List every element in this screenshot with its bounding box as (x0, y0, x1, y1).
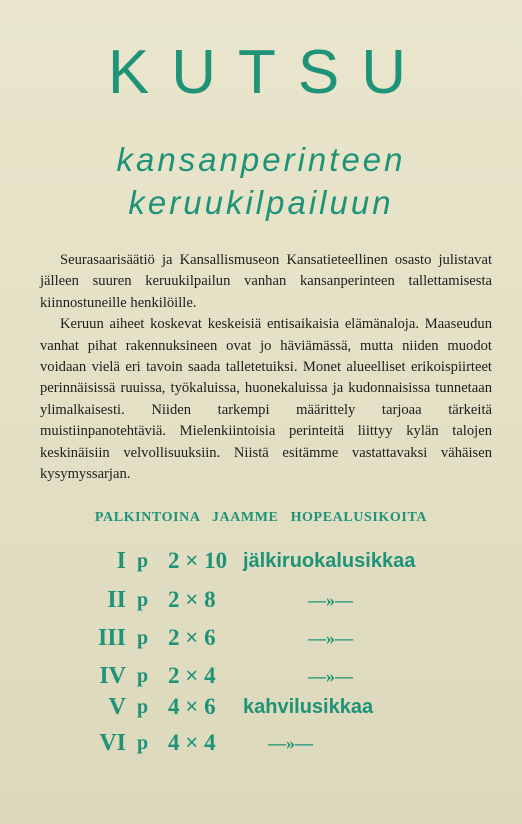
body-text (40, 250, 492, 485)
page-title: KUTSU (107, 38, 429, 107)
prize-row (0, 618, 522, 658)
prize-item: jälkiruokalusikkaa (243, 550, 416, 572)
prize-item-ditto: —»— (308, 590, 353, 610)
prize-rank: V (108, 694, 126, 720)
prize-row (0, 580, 522, 620)
paragraph-1: Seurasaarisäätiö ja Kansallismuseon Kansatieteellinen osasto julistavat jälleen suuren keruukilpailun vanhan kansanperinteen tallettamisesta kiinnostuneille henkilöille. (40, 252, 492, 311)
prize-p: p (137, 732, 149, 754)
prize-item-ditto: —»— (308, 628, 353, 648)
subtitle-line-1: kansanperinteen (116, 141, 406, 178)
prize-quantity: 2 × 4 (168, 663, 216, 688)
prize-rank: IV (99, 663, 126, 689)
prize-p: p (137, 665, 149, 687)
prize-p: p (137, 550, 149, 572)
prize-rank: II (107, 587, 126, 613)
prize-rank: III (97, 625, 126, 651)
prize-p: p (137, 589, 149, 611)
prize-rank: I (116, 548, 126, 574)
prize-row (0, 541, 522, 581)
prize-quantity: 2 × 8 (168, 587, 216, 612)
paragraph-2: Keruun aiheet koskevat keskeisiä entisaikaisia elämänaloja. Maaseudun vanhat pihat rakennuksineen ovat jo häviämässä, mutta niiden muodot voidaan vielä eri tavoin saada talletetuiksi. Monet alueelliset erikoispiirteet perinnäisissä ruuissa, työkaluissa, huonekaluissa ja kudonnaisissa tunnetaan ylimalkaisesti. Niiden tarkempi määrittely tarjoaa tärkeitä muistiinpanotehtäviä. Mielenkiintoisia perinteitä liittyy kylän talojen keskinäisiin velvollisuuksiin. Niistä esitämme vastattavaksi vähäisen kysymyssarjan. (40, 316, 492, 483)
prize-rank: VI (99, 730, 126, 756)
prize-row (0, 687, 522, 727)
subtitle-line-2: keruukilpailuun (128, 184, 394, 221)
prize-p: p (137, 696, 149, 718)
prize-item-ditto: —»— (308, 666, 353, 686)
prize-heading: PALKINTOINA JAAMME HOPEALUSIKOITA (94, 510, 428, 525)
prize-quantity: 2 × 6 (168, 625, 216, 650)
prize-item: kahvilusikkaa (243, 696, 374, 718)
prize-p: p (137, 627, 149, 649)
prize-quantity: 2 × 10 (168, 548, 228, 573)
prize-quantity: 4 × 6 (168, 694, 216, 719)
prize-item-ditto: —»— (268, 733, 313, 753)
prize-row (0, 723, 522, 763)
prize-quantity: 4 × 4 (168, 730, 216, 755)
